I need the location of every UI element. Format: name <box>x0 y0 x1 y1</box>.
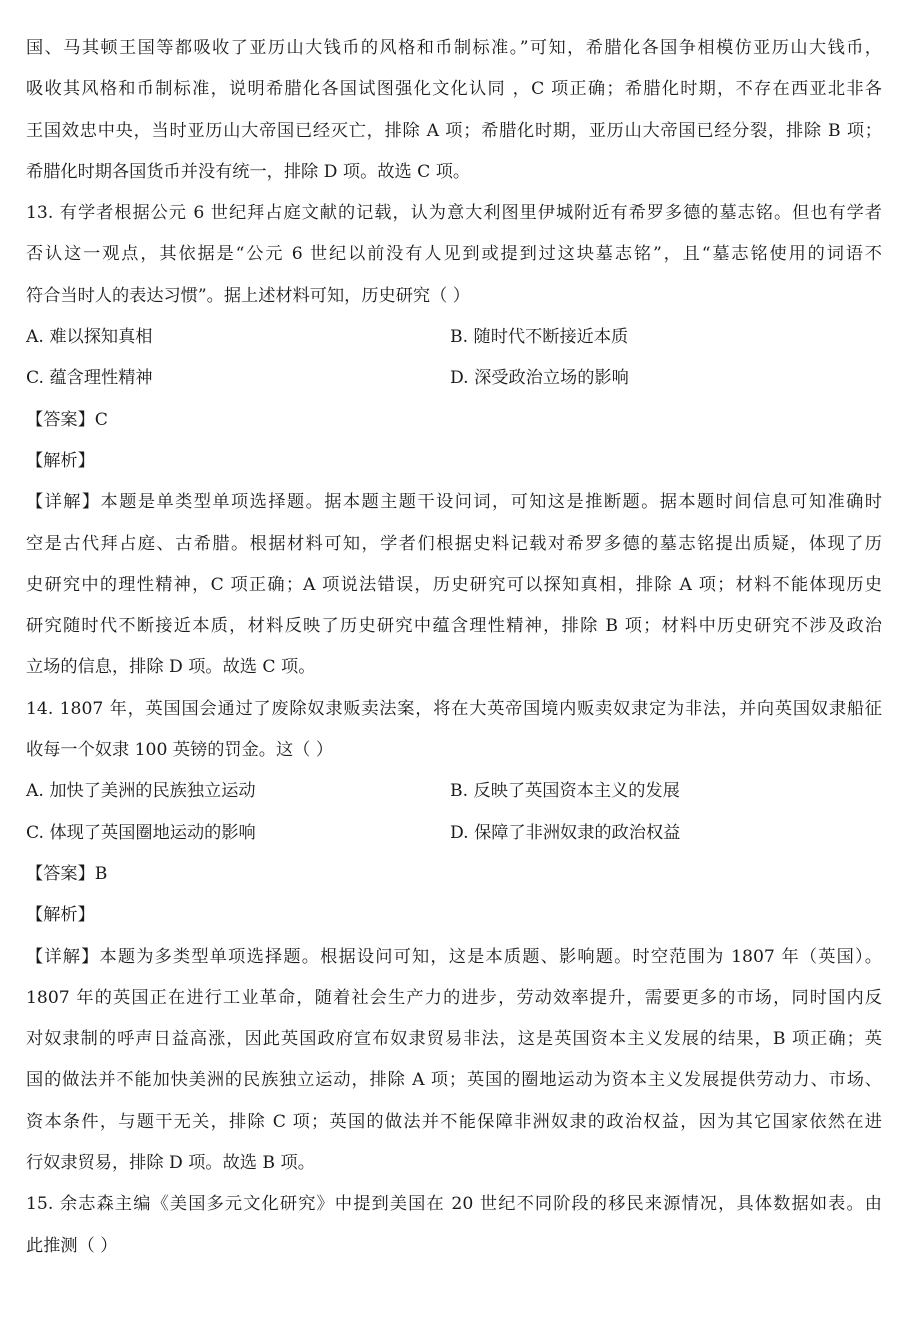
q14-detail-line-6: 行奴隶贸易，排除 D 项。故选 B 项。 <box>26 1153 315 1174</box>
q14-option-d: D. 保障了非洲奴隶的政治权益 <box>450 822 681 843</box>
q14-detail-line-1: 【详解】本题为多类型单项选择题。根据设问可知，这是本质题、影响题。时空范围为 1807 年（英国）。 <box>26 946 882 967</box>
q13-stem-line-3: 符合当时人的表达习惯”。据上述材料可知，历史研究（ ） <box>26 285 470 306</box>
q14-answer: 【答案】B <box>26 863 108 884</box>
q14-detail-line-4: 国的做法并不能加快美洲的民族独立运动，排除 A 项；英国的圈地运动为资本主义发展提供劳动力、市场、 <box>26 1070 882 1091</box>
q14-stem-line-2: 收每一个奴隶 100 英镑的罚金。这（ ） <box>26 740 334 761</box>
q13-stem-line-2: 否认这一观点，其依据是“公元 6 世纪以前没有人见到或提到过这块墓志铭”，且“墓志铭使用的词语不 <box>26 244 882 265</box>
q13-option-c: C. 蕴含理性精神 <box>26 368 153 389</box>
document-page <box>26 28 882 1267</box>
q13-detail-line-1: 【详解】本题是单类型单项选择题。据本题主题干设问词，可知这是推断题。据本题时间信息可知准确时 <box>26 492 882 513</box>
q12-analysis-line-1: 国、马其顿王国等都吸收了亚历山大钱币的风格和币制标准。”可知，希腊化各国争相模仿亚历山大钱币， <box>26 38 882 58</box>
q12-analysis-line-4: 希腊化时期各国货币并没有统一，排除 D 项。故选 C 项。 <box>26 161 471 182</box>
q13-options-row-1 <box>26 317 882 358</box>
q13-answer: 【答案】C <box>26 409 108 430</box>
q14-option-a: A. 加快了美洲的民族独立运动 <box>26 781 256 802</box>
q14-option-c: C. 体现了英国圈地运动的影响 <box>26 822 256 843</box>
q14-detail-line-2: 1807 年的英国正在进行工业革命，随着社会生产力的进步，劳动效率提升，需要更多的市场，同时国内反 <box>26 987 882 1008</box>
q15-stem-line-1: 15. 余志森主编《美国多元文化研究》中提到美国在 20 世纪不同阶段的移民来源情况，具体数据如表。由 <box>26 1194 882 1215</box>
q12-analysis-line-2: 吸收其风格和币制标准，说明希腊化各国试图强化文化认同 ，C 项正确；希腊化时期，不存在西亚北非各 <box>26 79 882 100</box>
q13-option-d: D. 深受政治立场的影响 <box>450 368 629 389</box>
q13-option-a: A. 难以探知真相 <box>26 327 153 348</box>
q13-options-row-2 <box>26 358 882 399</box>
q13-analysis-label: 【解析】 <box>26 450 95 471</box>
q13-detail-line-5: 立场的信息，排除 D 项。故选 C 项。 <box>26 657 316 678</box>
q13-option-b: B. 随时代不断接近本质 <box>450 327 629 348</box>
q13-detail-line-2: 空是古代拜占庭、古希腊。根据材料可知，学者们根据史料记载对希罗多德的墓志铭提出质疑，体现了历 <box>26 533 882 554</box>
q14-detail-line-5: 资本条件，与题干无关，排除 C 项；英国的做法并不能保障非洲奴隶的政治权益，因为其它国家依然在进 <box>26 1111 882 1132</box>
q14-options-row-1 <box>26 771 882 812</box>
q14-options-row-2 <box>26 813 882 854</box>
q14-option-b: B. 反映了英国资本主义的发展 <box>450 781 680 802</box>
q12-analysis-line-3: 王国效忠中央，当时亚历山大帝国已经灭亡，排除 A 项；希腊化时期，亚历山大帝国已经分裂，排除 B 项； <box>26 120 882 141</box>
q13-detail-line-4: 研究随时代不断接近本质，材料反映了历史研究中蕴含理性精神，排除 B 项；材料中历史研究不涉及政治 <box>26 616 882 637</box>
q14-detail-line-3: 对奴隶制的呼声日益高涨，因此英国政府宣布奴隶贸易非法，这是英国资本主义发展的结果，B 项正确；英 <box>26 1029 882 1050</box>
q15-stem-line-2: 此推测（ ） <box>26 1235 118 1256</box>
q13-stem-line-1: 13. 有学者根据公元 6 世纪拜占庭文献的记载，认为意大利图里伊城附近有希罗多德的墓志铭。但也有学者 <box>26 203 882 224</box>
q13-detail-line-3: 史研究中的理性精神，C 项正确；A 项说法错误，历史研究可以探知真相，排除 A 项；材料不能体现历史 <box>26 574 882 595</box>
q14-stem-line-1: 14. 1807 年，英国国会通过了废除奴隶贩卖法案，将在大英帝国境内贩卖奴隶定为非法，并向英国奴隶船征 <box>26 698 882 719</box>
q14-analysis-label: 【解析】 <box>26 905 95 926</box>
